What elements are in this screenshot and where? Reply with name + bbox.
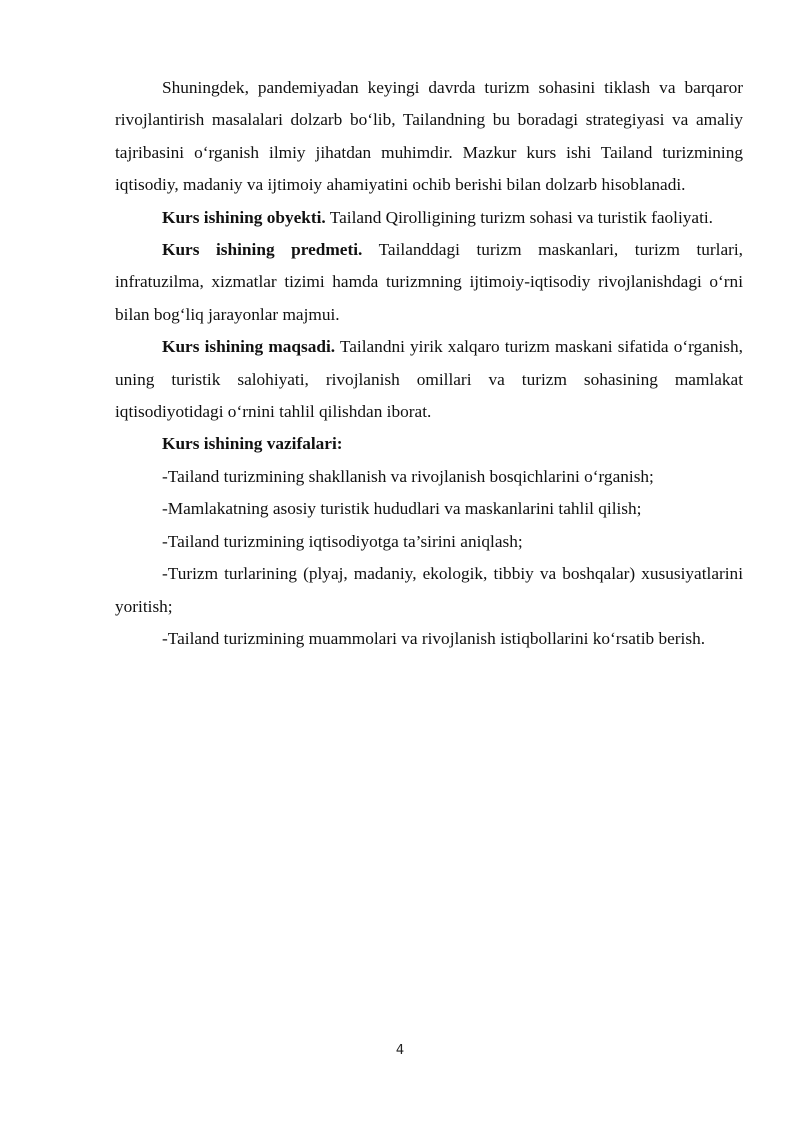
object-label: Kurs ishining obyekti. — [162, 207, 326, 227]
page-number: 4 — [395, 1043, 405, 1058]
task-item: -Mamlakatning asosiy turistik hududlari va maskanlarini tahlil qilish; — [162, 499, 642, 519]
subject-text: Tailanddagi turizm maskanlari, turizm turlari, infratuzilma, xizmatlar tizimi hamda turizmning ijtimoiy-iqtisodiy rivojlanishdagi o‘rni bilan bog‘liq jarayonlar majmui. — [115, 240, 743, 324]
object-paragraph — [115, 202, 743, 234]
task-item: -Turizm turlarining (plyaj, madaniy, ekologik, tibbiy va boshqalar) xususiyatlarini yoritish; — [115, 564, 743, 616]
subject-label: Kurs ishining predmeti. — [162, 240, 363, 260]
goal-label: Kurs ishining maqsadi. — [162, 337, 336, 357]
object-text: Tailand Qirolligining turizm sohasi va turistik faoliyati. — [325, 207, 713, 227]
task-item: -Tailand turizmining muammolari va rivojlanish istiqbollarini ko‘rsatib berish. — [162, 628, 706, 648]
task-item: -Tailand turizmining iqtisodiyotga ta’sirini aniqlash; — [162, 531, 523, 551]
goal-paragraph — [115, 331, 743, 428]
subject-paragraph — [115, 234, 743, 331]
intro-paragraph: Shuningdek, pandemiyadan keyingi davrda turizm sohasini tiklash va barqaror rivojlantirish masalalari dolzarb bo‘lib, Tailandning bu boradagi strategiyasi va amaliy tajribasini o‘rganish ilmiy jihatdan muhimdir. Mazkur kurs ishi Tailand turizmining iqtisodiy, madaniy va ijtimoiy ahamiyatini ochib berishi bilan dolzarb hisoblanadi. — [115, 78, 743, 195]
task-item: -Tailand turizmining shakllanish va rivojlanish bosqichlarini o‘rganish; — [162, 466, 654, 486]
tasks-label: Kurs ishining vazifalari: — [162, 434, 343, 454]
tasks-heading — [115, 428, 743, 460]
goal-text: Tailandni yirik xalqaro turizm maskani sifatida o‘rganish, uning turistik salohiyati, rivojlanish omillari va turizm sohasining mamlakat iqtisodiyotidagi o‘rnini tahlil qilishdan iborat. — [115, 337, 743, 422]
document-page — [115, 72, 743, 655]
